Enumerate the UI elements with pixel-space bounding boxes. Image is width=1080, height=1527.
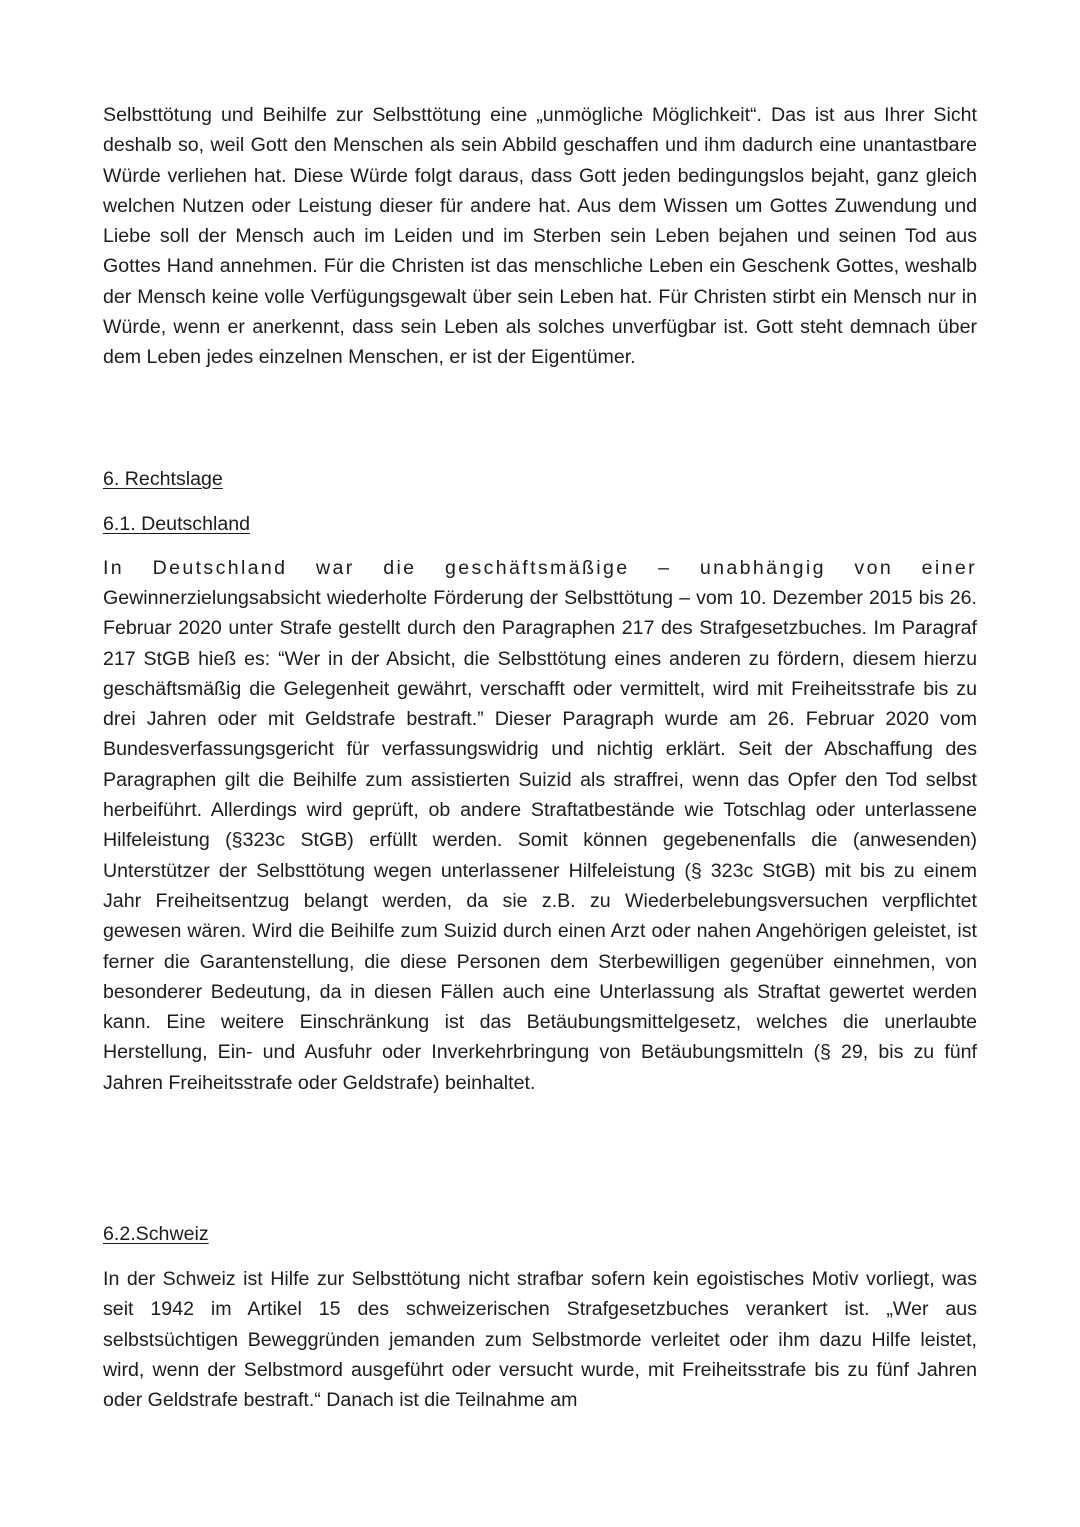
paragraph-germany-law: Gewinnerzielungsabsicht wiederholte Förderung der Selbsttötung – vom 10. Dezember 2015 bis 26. Februar 2020 unter Strafe gestellt durch den Paragraphen 217 des Strafgesetzbuches. Im Paragraf 217 StGB hieß es: “Wer in der Absicht, die Selbsttötung eines anderen zu fördern, diesem hierzu geschäftsmäßig die Gelegenheit gewährt, verschafft oder vermittelt, wird mit Freiheitsstrafe bis zu drei Jahren oder mit Geldstrafe bestraft.” Dieser Paragraph wurde am 26. Februar 2020 vom Bundesverfassungsgericht für verfassungswidrig und nichtig erklärt. Seit der Abschaffung des Paragraphen gilt die Beihilfe zum assistierten Suizid als straffrei, wenn das Opfer den Tod selbst herbeiführt. Allerdings wird geprüft, ob andere Straftatbestände wie Totschlag oder unterlassene Hilfeleistung (§323c StGB) erfüllt werden. Somit können gegebenenfalls die (anwesenden) Unterstützer der Selbsttötung wegen unterlassener Hilfeleistung (§ 323c StGB) mit bis zu einem Jahr Freiheitsentzug belangt werden, da sie z.B. zu Wiederbelebungsversuchen verpflichtet gewesen wären. Wird die Beihilfe zum Suizid durch einen Arzt oder nahen Angehörigen geleistet, ist ferner die Garantenstellung, die diese Personen dem Sterbewilligen gegenüber einnehmen, von besonderer Bedeutung, da in diesen Fällen auch eine Unterlassung als Straftat gewertet werden kann. Eine weitere Einschränkung ist das Betäubungsmittelgesetz, welches die unerlaubte Herstellung, Ein- und Ausfuhr oder Inverkehrbringung von Betäubungsmitteln (§ 29, bis zu fünf Jahren Freiheitsstrafe oder Geldstrafe) beinhaltet.	[103, 587, 977, 1094]
paragraph-switzerland-law: In der Schweiz ist Hilfe zur Selbsttötung nicht strafbar sofern kein egoistisches Motiv vorliegt, was seit 1942 im Artikel 15 des schweizerischen Strafgesetzbuches verankert ist. „Wer aus selbstsüchtigen Beweggründen jemanden zum Selbstmorde verleitet oder ihm dazu Hilfe leistet, wird, wenn der Selbstmord ausgeführt oder versucht wurde, mit Freiheitsstrafe bis zu fünf Jahren oder Geldstrafe bestraft.“ Danach ist die Teilnahme am	[103, 1268, 977, 1412]
heading-schweiz: 6.2.Schweiz	[103, 1223, 209, 1245]
paragraph-germany-first-line: In Deutschland war die geschäftsmäßige – unabhängig von einer	[103, 557, 977, 579]
heading-deutschland: 6.1. Deutschland	[103, 513, 251, 535]
paragraph-christian-view: Selbsttötung und Beihilfe zur Selbsttötung eine „unmögliche Möglichkeit“. Das ist aus Ihrer Sicht deshalb so, weil Gott den Menschen als sein Abbild geschaffen und ihm dadurch eine unantastbare Würde verliehen hat. Diese Würde folgt daraus, dass Gott jeden bedingungslos bejaht, ganz gleich welchen Nutzen oder Leistung dieser für andere hat. Aus dem Wissen um Gottes Zuwendung und Liebe soll der Mensch auch im Leiden und im Sterben sein Leben bejahen und seinen Tod aus Gottes Hand annehmen. Für die Christen ist das menschliche Leben ein Geschenk Gottes, weshalb der Mensch keine volle Verfügungsgewalt über sein Leben hat. Für Christen stirbt ein Mensch nur in Würde, wenn er anerkennt, dass sein Leben als solches unverfügbar ist. Gott steht demnach über dem Leben jedes einzelnen Menschen, er ist der Eigentümer.	[103, 104, 977, 369]
heading-rechtslage: 6. Rechtslage	[103, 468, 223, 490]
